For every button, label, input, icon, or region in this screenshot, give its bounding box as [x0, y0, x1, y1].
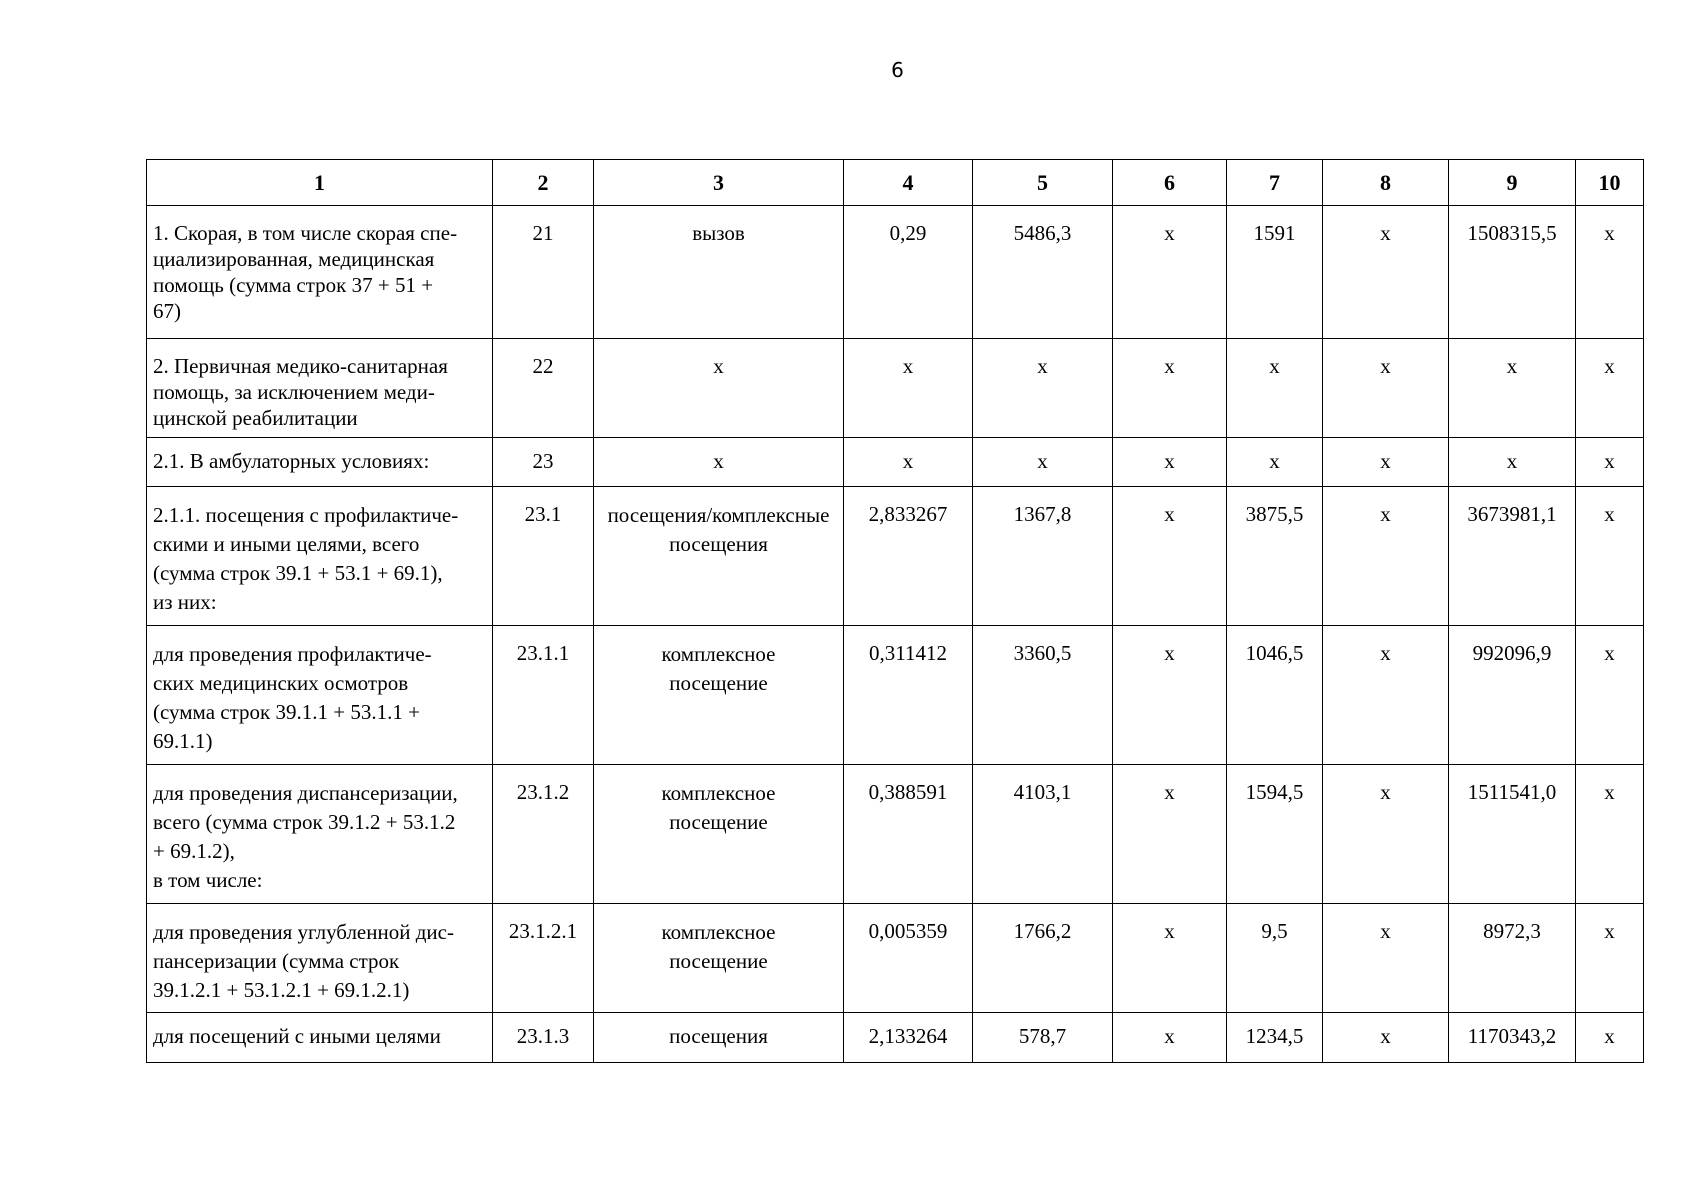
- line-number-cell: 22: [493, 339, 594, 438]
- table-row: [147, 206, 1644, 339]
- value-cell: 8972,3: [1449, 904, 1576, 1013]
- table-row: [147, 626, 1644, 765]
- unit-label: посещения: [669, 1024, 768, 1048]
- value-cell: 3875,5: [1227, 487, 1323, 626]
- row-name-cell: [147, 904, 493, 1013]
- line-number-cell: 23.1.3: [493, 1013, 594, 1063]
- value-cell: х: [1323, 765, 1449, 904]
- value-cell: 3673981,1: [1449, 487, 1576, 626]
- row-name-cell: [147, 206, 493, 339]
- value-cell: х: [1576, 438, 1644, 487]
- value-cell: х: [1323, 339, 1449, 438]
- table-row: [147, 765, 1644, 904]
- value-cell: 1367,8: [973, 487, 1113, 626]
- value-cell: 3360,5: [973, 626, 1113, 765]
- table-header-row: [147, 160, 1644, 206]
- table-row: [147, 1013, 1644, 1063]
- unit-cell: [594, 765, 844, 904]
- row-name: для посещений с иными целями: [153, 1024, 441, 1048]
- value-cell: 4103,1: [973, 765, 1113, 904]
- line-number-cell: 23.1.2.1: [493, 904, 594, 1013]
- value-cell: х: [1323, 904, 1449, 1013]
- column-header: 8: [1323, 160, 1449, 206]
- value-cell: 1234,5: [1227, 1013, 1323, 1063]
- value-cell: х: [1323, 1013, 1449, 1063]
- value-cell: 0,29: [844, 206, 973, 339]
- value-cell: 2,133264: [844, 1013, 973, 1063]
- row-name-cell: [147, 339, 493, 438]
- table-row: [147, 438, 1644, 487]
- unit-label: посещения/комплексные посещения: [607, 503, 830, 556]
- value-cell: 2,833267: [844, 487, 973, 626]
- value-cell: х: [1576, 1013, 1644, 1063]
- value-cell: х: [1576, 206, 1644, 339]
- row-name: для проведения диспансеризации, всего (сумма строк 39.1.2 + 53.1.2 + 69.1.2), в том числе:: [153, 781, 458, 892]
- value-cell: х: [1449, 438, 1576, 487]
- unit-cell: [594, 904, 844, 1013]
- unit-cell: [594, 1013, 844, 1063]
- value-cell: х: [1113, 626, 1227, 765]
- value-cell: х: [1576, 904, 1644, 1013]
- value-cell: х: [1449, 339, 1576, 438]
- column-header: 2: [493, 160, 594, 206]
- column-header: 1: [147, 160, 493, 206]
- table-row: [147, 904, 1644, 1013]
- value-cell: 578,7: [973, 1013, 1113, 1063]
- value-cell: 1594,5: [1227, 765, 1323, 904]
- row-name-cell: [147, 626, 493, 765]
- value-cell: х: [973, 339, 1113, 438]
- line-number-cell: 21: [493, 206, 594, 339]
- column-header: 6: [1113, 160, 1227, 206]
- value-cell: 9,5: [1227, 904, 1323, 1013]
- value-cell: х: [1323, 487, 1449, 626]
- value-cell: 0,311412: [844, 626, 973, 765]
- unit-cell: [594, 626, 844, 765]
- page-number: 6: [891, 58, 904, 82]
- table-row: [147, 487, 1644, 626]
- line-number-cell: 23: [493, 438, 594, 487]
- unit-label: вызов: [692, 221, 745, 245]
- value-cell: х: [1227, 438, 1323, 487]
- value-cell: 0,388591: [844, 765, 973, 904]
- value-cell: х: [1323, 206, 1449, 339]
- unit-label: комплексное посещение: [661, 642, 776, 695]
- row-name: 1. Скорая, в том числе скорая спе- циализированная, медицинская помощь (сумма строк 37 + 51 + 67): [153, 221, 458, 323]
- column-header: 5: [973, 160, 1113, 206]
- line-number-cell: 23.1.1: [493, 626, 594, 765]
- line-number-cell: 23.1: [493, 487, 594, 626]
- row-name-cell: [147, 487, 493, 626]
- line-number-cell: 23.1.2: [493, 765, 594, 904]
- unit-cell: [594, 206, 844, 339]
- row-name: для проведения профилактиче- ских медицинских осмотров (сумма строк 39.1.1 + 53.1.1 + 69.1.1): [153, 642, 432, 753]
- value-cell: х: [844, 339, 973, 438]
- column-header: 9: [1449, 160, 1576, 206]
- value-cell: х: [973, 438, 1113, 487]
- row-name: для проведения углубленной дис- пансеризации (сумма строк 39.1.2.1 + 53.1.2.1 + 69.1.2.1): [153, 920, 454, 1002]
- value-cell: 0,005359: [844, 904, 973, 1013]
- column-header: 3: [594, 160, 844, 206]
- row-name-cell: [147, 1013, 493, 1063]
- value-cell: х: [1576, 339, 1644, 438]
- row-name-cell: [147, 438, 493, 487]
- row-name: 2. Первичная медико-санитарная помощь, за исключением меди- цинской реабилитации: [153, 354, 448, 430]
- value-cell: х: [1113, 206, 1227, 339]
- value-cell: х: [1113, 438, 1227, 487]
- value-cell: х: [1113, 339, 1227, 438]
- unit-label: комплексное посещение: [661, 781, 776, 834]
- value-cell: х: [1113, 904, 1227, 1013]
- column-header: 10: [1576, 160, 1644, 206]
- data-table: [146, 159, 1644, 1063]
- value-cell: х: [1323, 438, 1449, 487]
- value-cell: 1511541,0: [1449, 765, 1576, 904]
- value-cell: 1766,2: [973, 904, 1113, 1013]
- unit-label: х: [713, 354, 724, 378]
- row-name-cell: [147, 765, 493, 904]
- value-cell: 992096,9: [1449, 626, 1576, 765]
- value-cell: х: [1576, 487, 1644, 626]
- value-cell: 1170343,2: [1449, 1013, 1576, 1063]
- unit-cell: [594, 339, 844, 438]
- value-cell: х: [844, 438, 973, 487]
- column-header: 4: [844, 160, 973, 206]
- value-cell: 1508315,5: [1449, 206, 1576, 339]
- row-name: 2.1. В амбулаторных условиях:: [153, 449, 430, 473]
- column-header: 7: [1227, 160, 1323, 206]
- value-cell: х: [1576, 765, 1644, 904]
- unit-cell: [594, 487, 844, 626]
- unit-label: х: [713, 449, 724, 473]
- row-name: 2.1.1. посещения с профилактиче- скими и иными целями, всего (сумма строк 39.1 + 53.1 + 69.1), из них:: [153, 503, 459, 614]
- value-cell: х: [1323, 626, 1449, 765]
- value-cell: х: [1227, 339, 1323, 438]
- value-cell: х: [1113, 1013, 1227, 1063]
- value-cell: х: [1113, 487, 1227, 626]
- unit-cell: [594, 438, 844, 487]
- value-cell: 5486,3: [973, 206, 1113, 339]
- value-cell: х: [1113, 765, 1227, 904]
- table-row: [147, 339, 1644, 438]
- value-cell: х: [1576, 626, 1644, 765]
- unit-label: комплексное посещение: [661, 920, 776, 973]
- value-cell: 1591: [1227, 206, 1323, 339]
- value-cell: 1046,5: [1227, 626, 1323, 765]
